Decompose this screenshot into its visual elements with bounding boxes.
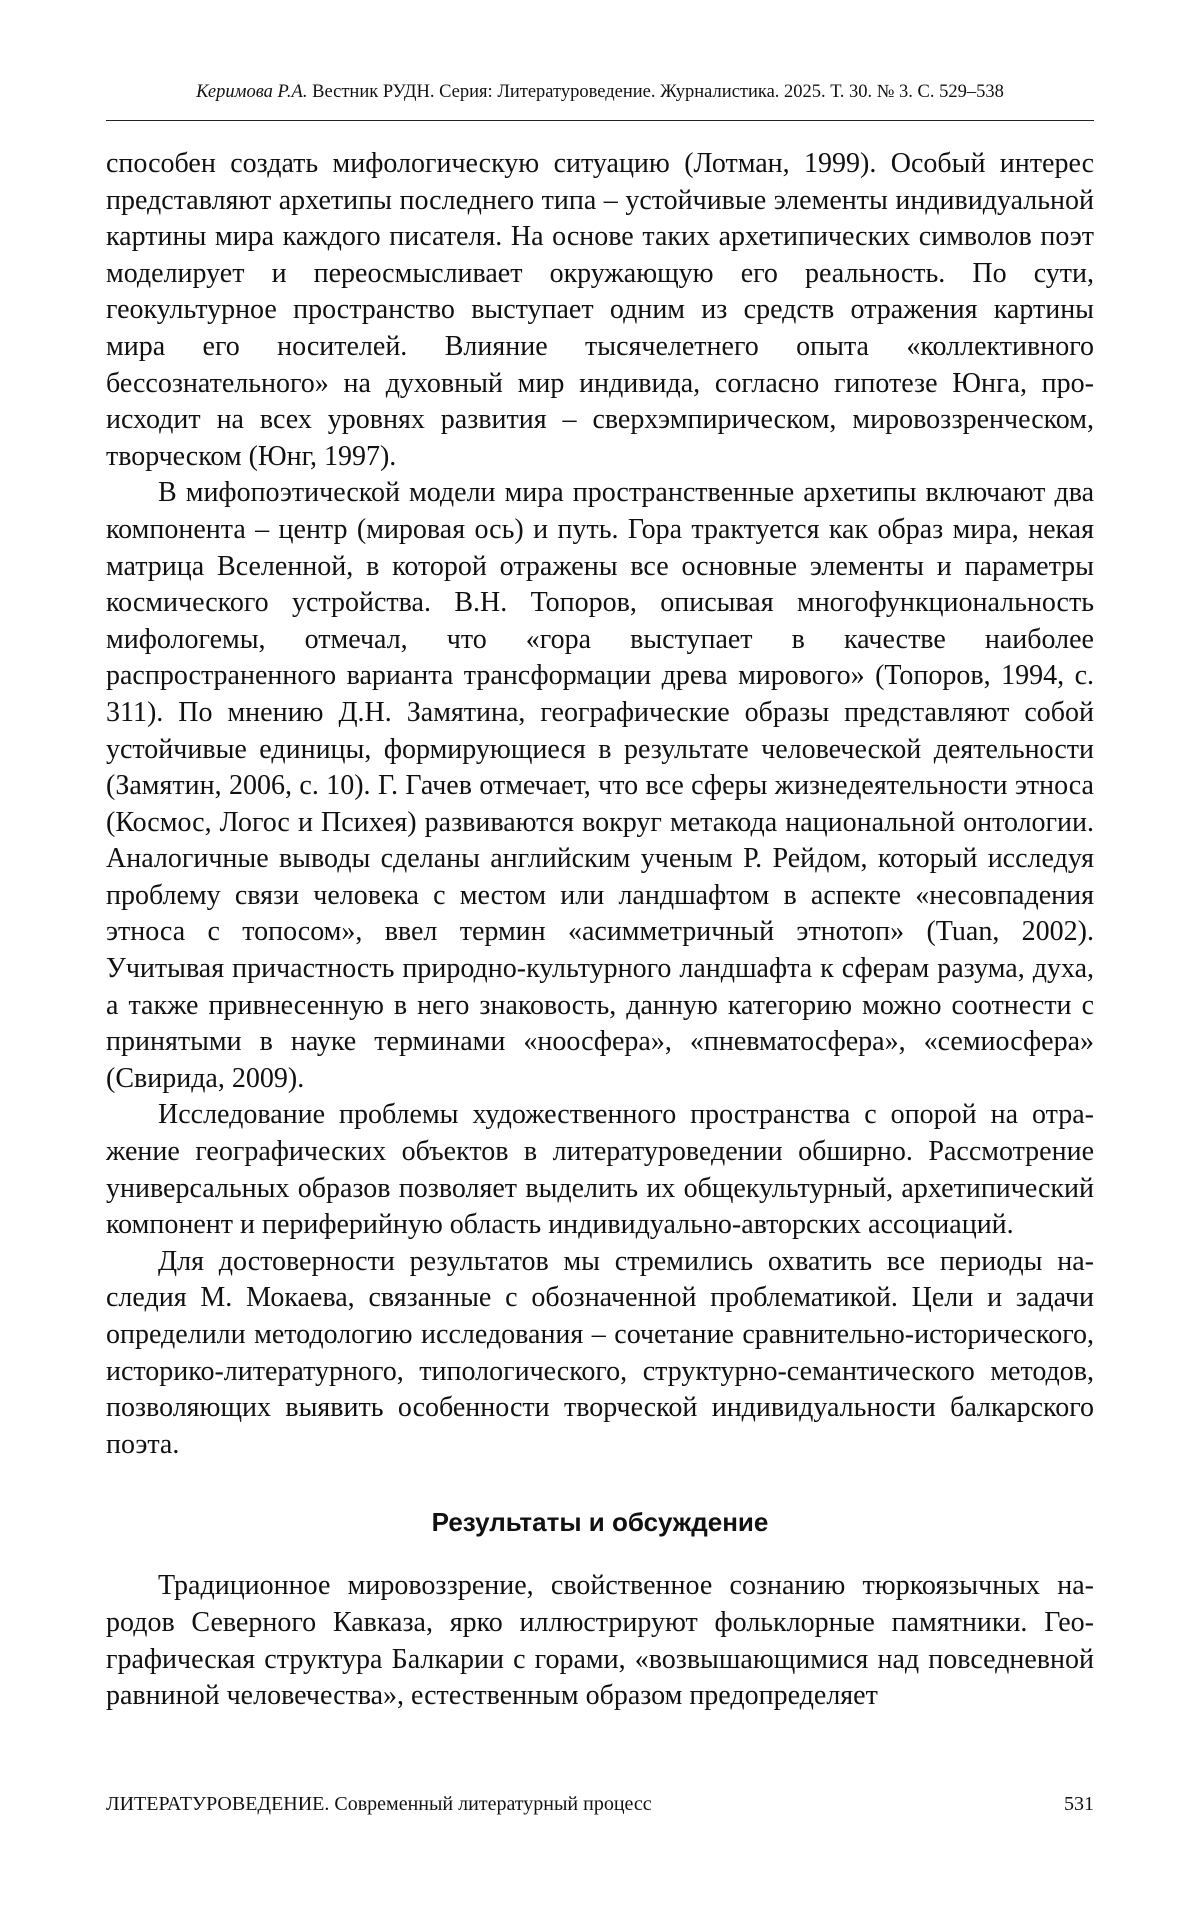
- running-head: [106, 80, 1094, 104]
- page: [0, 0, 1200, 1906]
- paragraph-1: способен создать мифологическую ситуацию (Лотман, 1999). Особый инте­рес представляют архетипы последнего типа – устойчивые элементы индиви­дуальной картины мира каждого писателя. На основе таких архетипических символов поэт моделирует и переосмысливает окружающую его реальность. По сути, геокультурное пространство выступает одним из средств отражения картины мира его носителей. Влияние тысячелетнего опыта «коллективного бессознательного» на духовный мир индивида, согласно гипотезе Юнга, про­исходит на всех уровнях развития – сверхэмпирическом, мировоззренческом, творческом (Юнг, 1997).: [106, 146, 1094, 475]
- running-head-citation: Вестник РУДН. Серия: Литературоведение. Журналистика. 2025. Т. 30. № 3. С. 529–538: [312, 82, 1004, 102]
- footer-section-title: ЛИТЕРАТУРОВЕДЕНИЕ. Современный литературный процесс: [106, 1791, 652, 1817]
- section-heading: Результаты и обсуждение: [106, 1505, 1094, 1539]
- page-number: 531: [1064, 1791, 1094, 1817]
- running-head-author: Керимова Р.А.: [196, 82, 307, 102]
- paragraph-3: Исследование проблемы художественного пространства с опорой на отра­жение географических объектов в литературоведении обширно. Рассмотре­ние универсальных образов позволяет выделить их общекультурный, архети­пический компонент и периферийную область индивидуально-авторских ассоциаций.: [106, 1097, 1094, 1243]
- paragraph-2: В мифопоэтической модели мира пространственные архетипы включают два компонента – центр (мировая ось) и путь. Гора трактуется как образ мира, некая матрица Вселенной, в которой отражены все основные элементы и па­раметры космического устройства. В.Н. Топоров, описывая многофункцио­нальность мифологемы, отмечал, что «гора выступает в качестве наиболее распространенного варианта трансформации древа мирового» (Топоров, 1994, с. 311). По мнению Д.Н. Замятина, географические образы представляют собой устойчивые единицы, формирующиеся в результате человеческой дея­тельности (Замятин, 2006, с. 10). Г. Гачев отмечает, что все сферы жизнедея­тельности этноса (Космос, Логос и Психея) развиваются вокруг метакода национальной онтологии. Аналогичные выводы сделаны английским ученым Р. Рейдом, который исследуя проблему связи человека с местом или ландшаф­том в аспекте «несовпадения этноса с топосом», ввел термин «асимметрич­ный этнотоп» (Tuan, 2002). Учитывая причастность природно-культурного ландшафта к сферам разума, духа, а также привнесенную в него знаковость, данную категорию можно соотнести с принятыми в науке терминами «ноо­сфера», «пневматосфера», «семиосфера» (Свирида, 2009).: [106, 475, 1094, 1097]
- paragraph-5: Традиционное мировоззрение, свойственное сознанию тюркоязычных на­родов Северного Кавказа, ярко иллюстрируют фольклорные памятники. Гео­графическая структура Балкарии с горами, «возвышающимися над повсед­невной равниной человечества», естественным образом предопределяет: [106, 1568, 1094, 1714]
- paragraph-4: Для достоверности результатов мы стремились охватить все периоды на­следия М. Мокаева, связанные с обозначенной проблематикой. Цели и задачи определили методологию исследования – сочетание сравнительно-историче­ского, историко-литературного, типологического, структурно-семантического методов, позволяющих выявить особенности творческой индивидуальности балкарского поэта.: [106, 1244, 1094, 1464]
- article-body: [106, 146, 1094, 1715]
- header-rule: [106, 120, 1094, 121]
